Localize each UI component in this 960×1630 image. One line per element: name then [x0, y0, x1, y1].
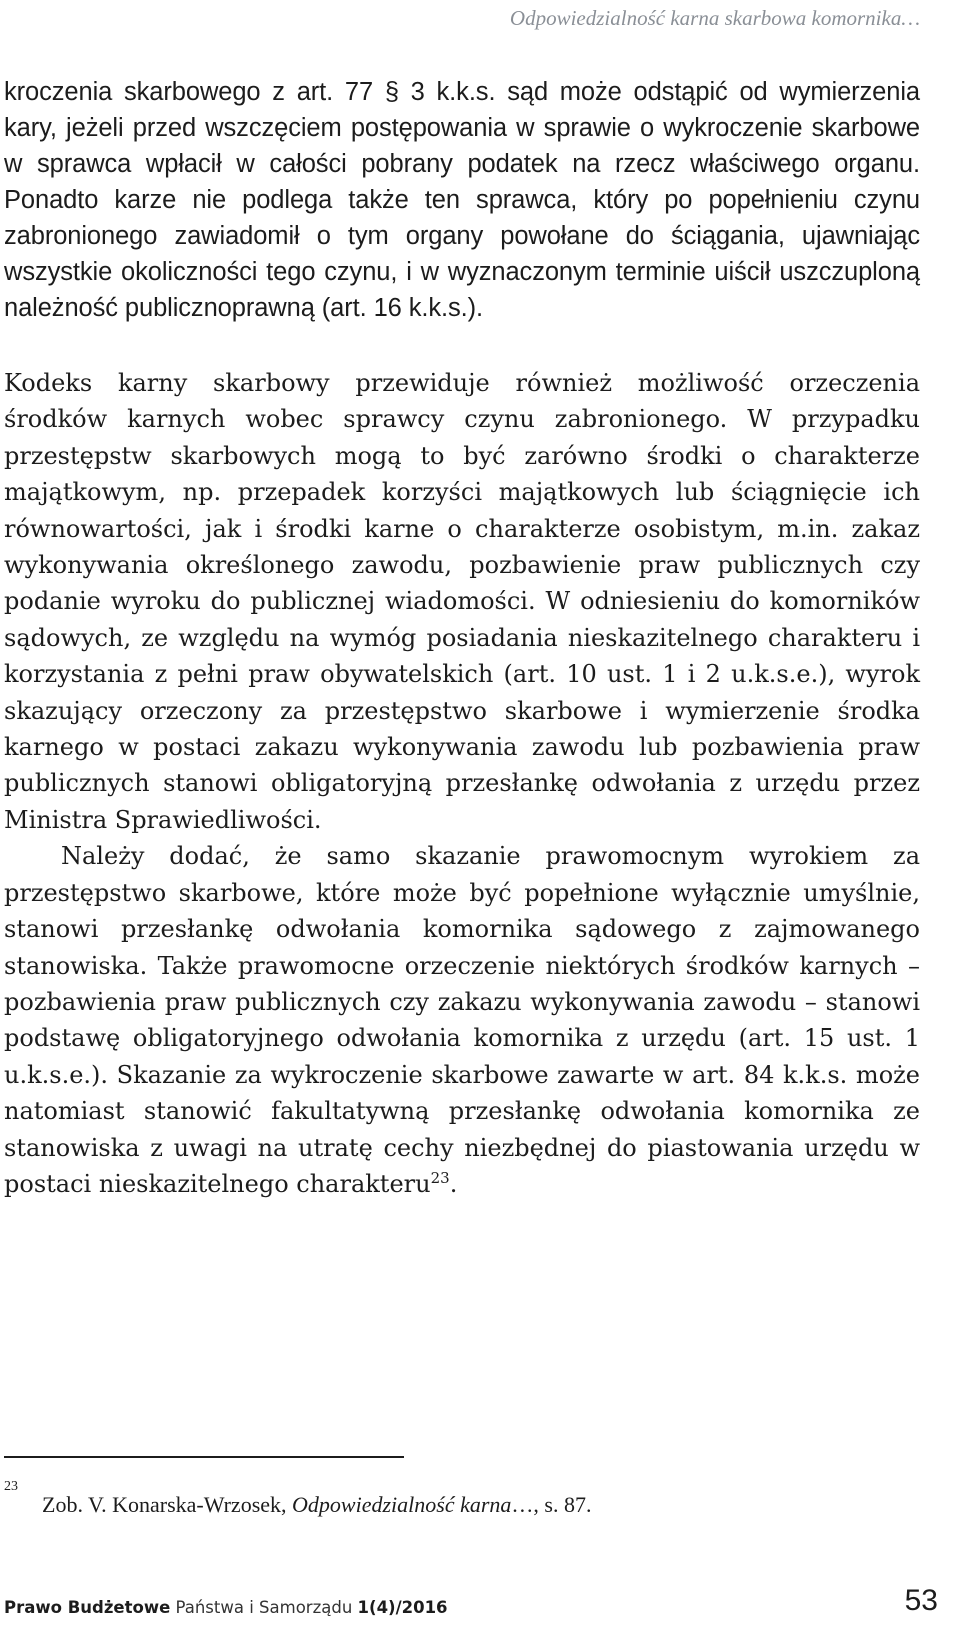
body-paragraph-penal-measures: Kodeks karny skarbowy przewiduje również możliwość orzeczenia środków karnych wobec sprawcy czynu zabronionego. W przypadku przestępstw skarbowych mogą to być zarówno środki o charakterze majątkowym, np. przepadek korzyści majątkowych lub ściągnięcie ich równowartości, jak i środki karne o charakterze osobistym, m.in. zakaz wykonywania określonego zawodu, pozbawienie praw publicznych czy podanie wyroku do publicznej wiadomości. W odniesieniu do komorników sądowych, ze względu na wymóg posiadania nieskazitelnego charakteru i korzystania z pełni praw obywatelskich (art. 10 ust. 1 i 2 u.k.s.e.), wyrok skazujący orzeczony za przestępstwo skarbowe i wymierzenie środka karnego w postaci zakazu wykonywania zawodu lub pozbawienia praw publicznych stanowi obligatoryjną przesłankę odwołania z urzędu przez Ministra Sprawiedliwości.: [4, 369, 920, 834]
footnote-suffix: …, s. 87.: [511, 1492, 592, 1517]
body-paragraph-conviction: [4, 838, 920, 1202]
footnote-number: 23: [4, 1479, 18, 1494]
journal-subtitle: Państwa i Samorządu: [175, 1598, 353, 1617]
page-number: 53: [904, 1584, 938, 1617]
page-footer: [4, 1584, 938, 1624]
footnote-cited-title: Odpowiedzialność karna: [292, 1492, 512, 1517]
footnote-reference[interactable]: 23: [430, 1168, 450, 1187]
journal-brand: Prawo Budżetowe: [4, 1598, 171, 1617]
footnote-prefix: Zob. V. Konarska-Wrzosek,: [42, 1492, 293, 1517]
body-paragraph-continued: kroczenia skarbowego z art. 77 § 3 k.k.s. sąd może odstąpić od wymierzenia kary, jeżeli przed wszczęciem postępowania w sprawie o wykroczenie skarbowe w sprawca wpłacił w całości pobrany podatek na rzecz właściwego organu. Ponadto karze nie podlega także ten sprawca, który po popełnieniu czynu zabronionego zawiadomił o tym organy powołane do ściągania, ujawniając wszystkie okoliczności tego czynu, i w wyznaczonym terminie uiścił uszczuploną należność publicznoprawną (art. 16 k.k.s.).: [4, 78, 920, 322]
body-text-serif: [4, 365, 920, 1202]
footnote-divider: [4, 1456, 404, 1458]
running-header: Odpowiedzialność karna skarbowa komornika…: [509, 6, 920, 30]
journal-title: [4, 1598, 448, 1617]
footnote: [4, 1478, 920, 1520]
journal-issue: 1(4)/2016: [357, 1598, 448, 1617]
conviction-text: Należy dodać, że samo skazanie prawomocnym wyrokiem za przestępstwo skarbowe, które może być popełnione wyłącznie umyślnie, stanowi przesłankę odwołania komornika sądowego z zajmowanego stanowiska. Także prawomocne orzeczenie niektórych środków karnych – pozbawienia praw publicznych czy zakazu wykonywania zawodu – stanowi podstawę obligatoryjnego odwołania komornika z urzędu (art. 15 ust. 1 u.k.s.e.). Skazanie za wykroczenie skarbowe zawarte w art. 84 k.k.s. może natomiast stanowić fakultatywną przesłankę odwołania komornika ze stanowiska z uwagi na utratę cechy niezbędnej do piastowania urzędu w postaci nieskazitelnego charakteru: [4, 842, 920, 1198]
conviction-text-end: .: [449, 1169, 458, 1198]
footnote-text: [42, 1490, 591, 1520]
